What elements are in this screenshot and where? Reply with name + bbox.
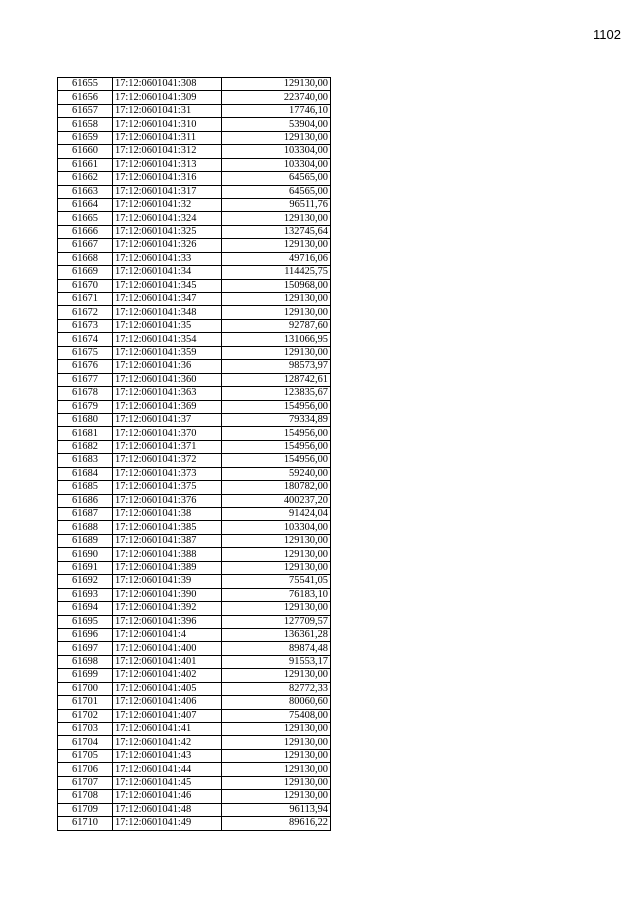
row-number-cell: 61668 bbox=[58, 252, 113, 265]
row-number-cell: 61698 bbox=[58, 655, 113, 668]
cadastral-number-cell: 17:12:0601041:325 bbox=[113, 225, 222, 238]
table-row bbox=[58, 749, 331, 762]
table-row bbox=[58, 360, 331, 373]
value-cell: 154956,00 bbox=[222, 400, 331, 413]
value-cell: 76183,10 bbox=[222, 588, 331, 601]
table-row bbox=[58, 817, 331, 830]
table-row bbox=[58, 427, 331, 440]
table-row bbox=[58, 306, 331, 319]
table-row bbox=[58, 736, 331, 749]
cadastral-number-cell: 17:12:0601041:402 bbox=[113, 669, 222, 682]
table-row bbox=[58, 481, 331, 494]
table-row bbox=[58, 333, 331, 346]
value-cell: 129130,00 bbox=[222, 736, 331, 749]
page-number: 1102 bbox=[593, 27, 621, 42]
value-cell: 82772,33 bbox=[222, 682, 331, 695]
row-number-cell: 61707 bbox=[58, 776, 113, 789]
cadastral-number-cell: 17:12:0601041:354 bbox=[113, 333, 222, 346]
value-cell: 150968,00 bbox=[222, 279, 331, 292]
table-row bbox=[58, 669, 331, 682]
row-number-cell: 61664 bbox=[58, 198, 113, 211]
cadastral-number-cell: 17:12:0601041:37 bbox=[113, 413, 222, 426]
row-number-cell: 61667 bbox=[58, 239, 113, 252]
table-row bbox=[58, 131, 331, 144]
row-number-cell: 61696 bbox=[58, 628, 113, 641]
table-row bbox=[58, 494, 331, 507]
row-number-cell: 61676 bbox=[58, 360, 113, 373]
cadastral-number-cell: 17:12:0601041:35 bbox=[113, 319, 222, 332]
row-number-cell: 61669 bbox=[58, 266, 113, 279]
table-row bbox=[58, 776, 331, 789]
cadastral-number-cell: 17:12:0601041:317 bbox=[113, 185, 222, 198]
cadastral-number-cell: 17:12:0601041:312 bbox=[113, 145, 222, 158]
table-row bbox=[58, 78, 331, 91]
cadastral-number-cell: 17:12:0601041:4 bbox=[113, 628, 222, 641]
cadastral-number-cell: 17:12:0601041:32 bbox=[113, 198, 222, 211]
value-cell: 96511,76 bbox=[222, 198, 331, 211]
table-row bbox=[58, 319, 331, 332]
table-row bbox=[58, 279, 331, 292]
cadastral-number-cell: 17:12:0601041:31 bbox=[113, 104, 222, 117]
value-cell: 154956,00 bbox=[222, 454, 331, 467]
table-row bbox=[58, 682, 331, 695]
cadastral-number-cell: 17:12:0601041:348 bbox=[113, 306, 222, 319]
row-number-cell: 61685 bbox=[58, 481, 113, 494]
cadastral-number-cell: 17:12:0601041:43 bbox=[113, 749, 222, 762]
row-number-cell: 61691 bbox=[58, 561, 113, 574]
value-cell: 129130,00 bbox=[222, 548, 331, 561]
cadastral-number-cell: 17:12:0601041:326 bbox=[113, 239, 222, 252]
row-number-cell: 61678 bbox=[58, 387, 113, 400]
table-row bbox=[58, 521, 331, 534]
table-row bbox=[58, 588, 331, 601]
table-row bbox=[58, 91, 331, 104]
cadastral-number-cell: 17:12:0601041:389 bbox=[113, 561, 222, 574]
row-number-cell: 61659 bbox=[58, 131, 113, 144]
row-number-cell: 61702 bbox=[58, 709, 113, 722]
row-number-cell: 61662 bbox=[58, 172, 113, 185]
value-cell: 129130,00 bbox=[222, 669, 331, 682]
row-number-cell: 61704 bbox=[58, 736, 113, 749]
row-number-cell: 61697 bbox=[58, 642, 113, 655]
table-row bbox=[58, 615, 331, 628]
row-number-cell: 61694 bbox=[58, 602, 113, 615]
row-number-cell: 61674 bbox=[58, 333, 113, 346]
row-number-cell: 61692 bbox=[58, 575, 113, 588]
cadastral-number-cell: 17:12:0601041:311 bbox=[113, 131, 222, 144]
value-cell: 129130,00 bbox=[222, 776, 331, 789]
value-cell: 49716,06 bbox=[222, 252, 331, 265]
table-row bbox=[58, 803, 331, 816]
value-cell: 154956,00 bbox=[222, 440, 331, 453]
row-number-cell: 61663 bbox=[58, 185, 113, 198]
cadastral-number-cell: 17:12:0601041:407 bbox=[113, 709, 222, 722]
table-row bbox=[58, 266, 331, 279]
row-number-cell: 61655 bbox=[58, 78, 113, 91]
value-cell: 129130,00 bbox=[222, 131, 331, 144]
row-number-cell: 61687 bbox=[58, 508, 113, 521]
value-cell: 92787,60 bbox=[222, 319, 331, 332]
cadastral-number-cell: 17:12:0601041:396 bbox=[113, 615, 222, 628]
value-cell: 114425,75 bbox=[222, 266, 331, 279]
table-row bbox=[58, 185, 331, 198]
cadastral-number-cell: 17:12:0601041:39 bbox=[113, 575, 222, 588]
row-number-cell: 61706 bbox=[58, 763, 113, 776]
value-cell: 98573,97 bbox=[222, 360, 331, 373]
row-number-cell: 61686 bbox=[58, 494, 113, 507]
table-row bbox=[58, 534, 331, 547]
value-cell: 89616,22 bbox=[222, 817, 331, 830]
value-cell: 64565,00 bbox=[222, 172, 331, 185]
cadastral-number-cell: 17:12:0601041:387 bbox=[113, 534, 222, 547]
table-row bbox=[58, 723, 331, 736]
cadastral-number-cell: 17:12:0601041:363 bbox=[113, 387, 222, 400]
cadastral-number-cell: 17:12:0601041:49 bbox=[113, 817, 222, 830]
cadastral-number-cell: 17:12:0601041:406 bbox=[113, 696, 222, 709]
cadastral-number-cell: 17:12:0601041:38 bbox=[113, 508, 222, 521]
table-row bbox=[58, 548, 331, 561]
value-cell: 129130,00 bbox=[222, 78, 331, 91]
row-number-cell: 61665 bbox=[58, 212, 113, 225]
cadastral-number-cell: 17:12:0601041:313 bbox=[113, 158, 222, 171]
table-row bbox=[58, 118, 331, 131]
value-cell: 129130,00 bbox=[222, 602, 331, 615]
value-cell: 180782,00 bbox=[222, 481, 331, 494]
value-cell: 91424,04 bbox=[222, 508, 331, 521]
cadastral-number-cell: 17:12:0601041:371 bbox=[113, 440, 222, 453]
value-cell: 89874,48 bbox=[222, 642, 331, 655]
row-number-cell: 61710 bbox=[58, 817, 113, 830]
row-number-cell: 61677 bbox=[58, 373, 113, 386]
value-cell: 132745,64 bbox=[222, 225, 331, 238]
value-cell: 53904,00 bbox=[222, 118, 331, 131]
value-cell: 75408,00 bbox=[222, 709, 331, 722]
cadastral-number-cell: 17:12:0601041:45 bbox=[113, 776, 222, 789]
table-row bbox=[58, 158, 331, 171]
value-cell: 103304,00 bbox=[222, 145, 331, 158]
table-row bbox=[58, 561, 331, 574]
row-number-cell: 61709 bbox=[58, 803, 113, 816]
cadastral-number-cell: 17:12:0601041:41 bbox=[113, 723, 222, 736]
value-cell: 129130,00 bbox=[222, 306, 331, 319]
row-number-cell: 61689 bbox=[58, 534, 113, 547]
row-number-cell: 61690 bbox=[58, 548, 113, 561]
cadastral-number-cell: 17:12:0601041:42 bbox=[113, 736, 222, 749]
row-number-cell: 61705 bbox=[58, 749, 113, 762]
cadastral-number-cell: 17:12:0601041:309 bbox=[113, 91, 222, 104]
value-cell: 400237,20 bbox=[222, 494, 331, 507]
value-cell: 91553,17 bbox=[222, 655, 331, 668]
value-cell: 129130,00 bbox=[222, 212, 331, 225]
row-number-cell: 61683 bbox=[58, 454, 113, 467]
cadastral-number-cell: 17:12:0601041:360 bbox=[113, 373, 222, 386]
value-cell: 154956,00 bbox=[222, 427, 331, 440]
value-cell: 223740,00 bbox=[222, 91, 331, 104]
cadastral-number-cell: 17:12:0601041:308 bbox=[113, 78, 222, 91]
row-number-cell: 61684 bbox=[58, 467, 113, 480]
table-row bbox=[58, 628, 331, 641]
value-cell: 75541,05 bbox=[222, 575, 331, 588]
cadastral-number-cell: 17:12:0601041:44 bbox=[113, 763, 222, 776]
cadastral-number-cell: 17:12:0601041:400 bbox=[113, 642, 222, 655]
value-cell: 129130,00 bbox=[222, 534, 331, 547]
cadastral-number-cell: 17:12:0601041:392 bbox=[113, 602, 222, 615]
row-number-cell: 61661 bbox=[58, 158, 113, 171]
cadastral-number-cell: 17:12:0601041:405 bbox=[113, 682, 222, 695]
value-cell: 136361,28 bbox=[222, 628, 331, 641]
row-number-cell: 61682 bbox=[58, 440, 113, 453]
value-cell: 123835,67 bbox=[222, 387, 331, 400]
table-row bbox=[58, 413, 331, 426]
value-cell: 129130,00 bbox=[222, 346, 331, 359]
cadastral-number-cell: 17:12:0601041:34 bbox=[113, 266, 222, 279]
value-cell: 127709,57 bbox=[222, 615, 331, 628]
table-row bbox=[58, 239, 331, 252]
row-number-cell: 61700 bbox=[58, 682, 113, 695]
table-row bbox=[58, 387, 331, 400]
value-cell: 103304,00 bbox=[222, 521, 331, 534]
row-number-cell: 61695 bbox=[58, 615, 113, 628]
table-row bbox=[58, 293, 331, 306]
cadastral-number-cell: 17:12:0601041:48 bbox=[113, 803, 222, 816]
cadastral-number-cell: 17:12:0601041:36 bbox=[113, 360, 222, 373]
table-row bbox=[58, 709, 331, 722]
row-number-cell: 61681 bbox=[58, 427, 113, 440]
value-cell: 129130,00 bbox=[222, 561, 331, 574]
table-row bbox=[58, 172, 331, 185]
row-number-cell: 61699 bbox=[58, 669, 113, 682]
table-row bbox=[58, 198, 331, 211]
table-row bbox=[58, 508, 331, 521]
cadastral-number-cell: 17:12:0601041:385 bbox=[113, 521, 222, 534]
table-row bbox=[58, 252, 331, 265]
row-number-cell: 61701 bbox=[58, 696, 113, 709]
row-number-cell: 61666 bbox=[58, 225, 113, 238]
cadastral-number-cell: 17:12:0601041:373 bbox=[113, 467, 222, 480]
cadastral-number-cell: 17:12:0601041:401 bbox=[113, 655, 222, 668]
row-number-cell: 61670 bbox=[58, 279, 113, 292]
table-row bbox=[58, 602, 331, 615]
row-number-cell: 61679 bbox=[58, 400, 113, 413]
table-row bbox=[58, 696, 331, 709]
cadastral-value-table bbox=[57, 77, 331, 831]
table-row bbox=[58, 145, 331, 158]
table-row bbox=[58, 373, 331, 386]
row-number-cell: 61673 bbox=[58, 319, 113, 332]
cadastral-number-cell: 17:12:0601041:369 bbox=[113, 400, 222, 413]
row-number-cell: 61671 bbox=[58, 293, 113, 306]
row-number-cell: 61675 bbox=[58, 346, 113, 359]
cadastral-number-cell: 17:12:0601041:359 bbox=[113, 346, 222, 359]
row-number-cell: 61660 bbox=[58, 145, 113, 158]
table-row bbox=[58, 225, 331, 238]
value-cell: 17746,10 bbox=[222, 104, 331, 117]
value-cell: 103304,00 bbox=[222, 158, 331, 171]
cadastral-number-cell: 17:12:0601041:376 bbox=[113, 494, 222, 507]
cadastral-number-cell: 17:12:0601041:372 bbox=[113, 454, 222, 467]
value-cell: 64565,00 bbox=[222, 185, 331, 198]
cadastral-number-cell: 17:12:0601041:375 bbox=[113, 481, 222, 494]
cadastral-number-cell: 17:12:0601041:310 bbox=[113, 118, 222, 131]
table-row bbox=[58, 575, 331, 588]
table-row bbox=[58, 346, 331, 359]
value-cell: 129130,00 bbox=[222, 239, 331, 252]
table-row bbox=[58, 400, 331, 413]
value-cell: 80060,60 bbox=[222, 696, 331, 709]
table-row bbox=[58, 212, 331, 225]
cadastral-number-cell: 17:12:0601041:390 bbox=[113, 588, 222, 601]
value-cell: 79334,89 bbox=[222, 413, 331, 426]
table-row bbox=[58, 763, 331, 776]
cadastral-number-cell: 17:12:0601041:347 bbox=[113, 293, 222, 306]
value-cell: 59240,00 bbox=[222, 467, 331, 480]
value-cell: 96113,94 bbox=[222, 803, 331, 816]
row-number-cell: 61672 bbox=[58, 306, 113, 319]
value-cell: 129130,00 bbox=[222, 790, 331, 803]
value-cell: 128742,61 bbox=[222, 373, 331, 386]
cadastral-number-cell: 17:12:0601041:46 bbox=[113, 790, 222, 803]
table-row bbox=[58, 655, 331, 668]
row-number-cell: 61703 bbox=[58, 723, 113, 736]
row-number-cell: 61708 bbox=[58, 790, 113, 803]
row-number-cell: 61680 bbox=[58, 413, 113, 426]
row-number-cell: 61658 bbox=[58, 118, 113, 131]
value-cell: 129130,00 bbox=[222, 749, 331, 762]
table-body bbox=[58, 78, 331, 831]
table-row bbox=[58, 440, 331, 453]
cadastral-number-cell: 17:12:0601041:324 bbox=[113, 212, 222, 225]
row-number-cell: 61688 bbox=[58, 521, 113, 534]
table-row bbox=[58, 454, 331, 467]
value-cell: 131066,95 bbox=[222, 333, 331, 346]
value-cell: 129130,00 bbox=[222, 723, 331, 736]
cadastral-number-cell: 17:12:0601041:316 bbox=[113, 172, 222, 185]
cadastral-number-cell: 17:12:0601041:345 bbox=[113, 279, 222, 292]
cadastral-number-cell: 17:12:0601041:388 bbox=[113, 548, 222, 561]
table-row bbox=[58, 790, 331, 803]
row-number-cell: 61693 bbox=[58, 588, 113, 601]
row-number-cell: 61656 bbox=[58, 91, 113, 104]
table-row bbox=[58, 467, 331, 480]
row-number-cell: 61657 bbox=[58, 104, 113, 117]
value-cell: 129130,00 bbox=[222, 763, 331, 776]
table-row bbox=[58, 642, 331, 655]
table-row bbox=[58, 104, 331, 117]
value-cell: 129130,00 bbox=[222, 293, 331, 306]
cadastral-number-cell: 17:12:0601041:33 bbox=[113, 252, 222, 265]
cadastral-number-cell: 17:12:0601041:370 bbox=[113, 427, 222, 440]
